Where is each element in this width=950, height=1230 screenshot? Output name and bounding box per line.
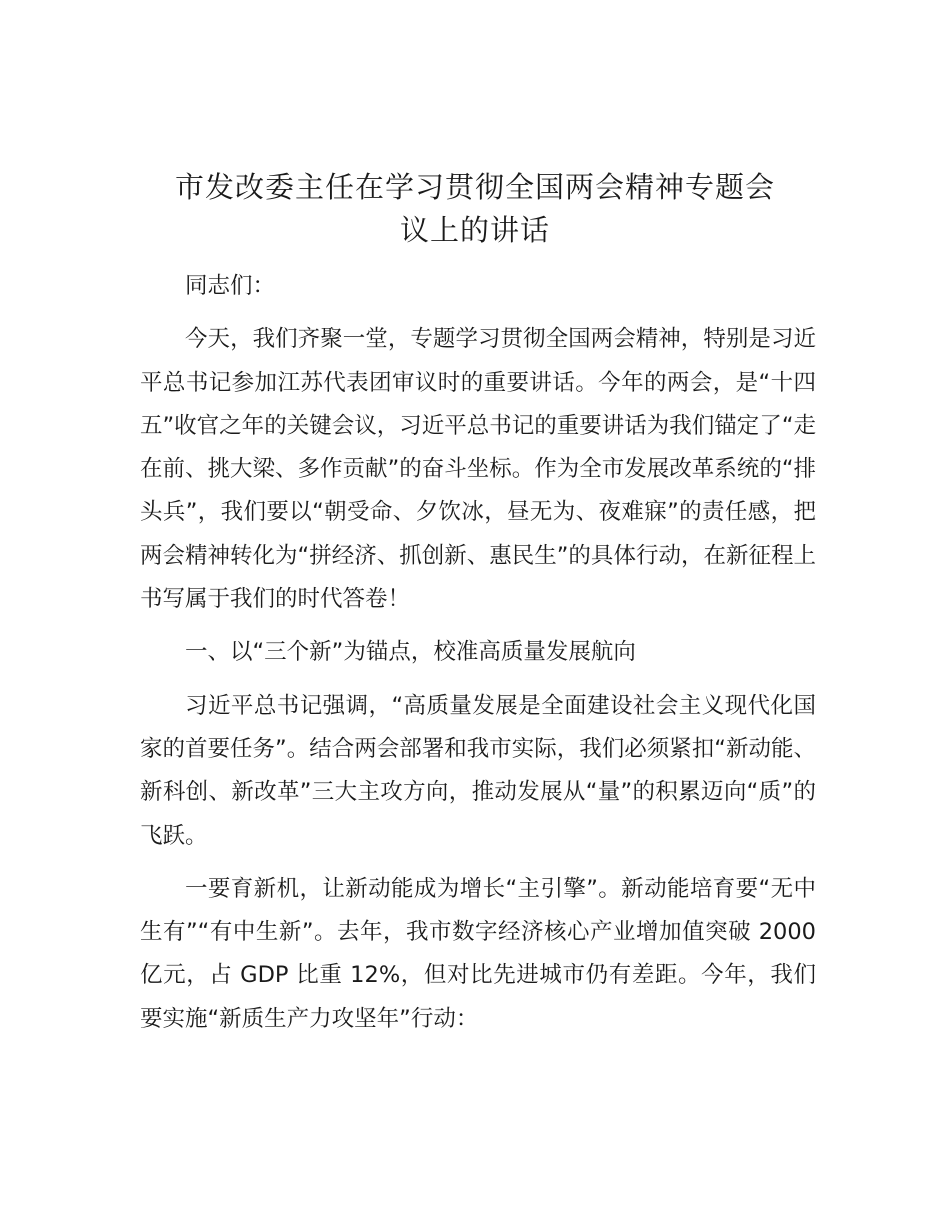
document-body [140, 265, 816, 1051]
paragraph-new-momentum: 一要育新机，让新动能成为增长“主引擎”。新动能培育要“无中生有”“有中生新”。去年，我市数字经济核心产业增加值突破 2000 亿元，占 GDP 比重 12%，但对比先进城市仍有差距。今年，我们要实施“新质生产力攻坚年”行动： [140, 875, 816, 1032]
title-line-2: 议上的讲话 [399, 213, 550, 247]
paragraph-section-1: 习近平总书记强调，“高质量发展是全面建设社会主义现代化国家的首要任务”。结合两会部署和我市实际，我们必须紧扣“新动能、新科创、新改革”三大主攻方向，推动发展从“量”的积累迈向“质”的飞跃。 [140, 692, 816, 849]
salutation: 同志们： [185, 273, 276, 299]
document-title [140, 166, 810, 252]
title-line-1: 市发改委主任在学习贯彻全国两会精神专题会 [174, 170, 775, 204]
paragraph-intro: 今天，我们齐聚一堂，专题学习贯彻全国两会精神，特别是习近平总书记参加江苏代表团审议时的重要讲话。今年的两会，是“十四五”收官之年的关键会议，习近平总书记的重要讲话为我们锚定了“走在前、挑大梁、多作贡献”的奋斗坐标。作为全市发展改革系统的“排头兵”，我们要以“朝受命、夕饮冰，昼无为、夜难寐”的责任感，把两会精神转化为“拼经济、抓创新、惠民生”的具体行动，在新征程上书写属于我们的时代答卷！ [140, 326, 816, 613]
section-heading-1: 一、以“三个新”为锚点，校准高质量发展航向 [185, 639, 636, 666]
